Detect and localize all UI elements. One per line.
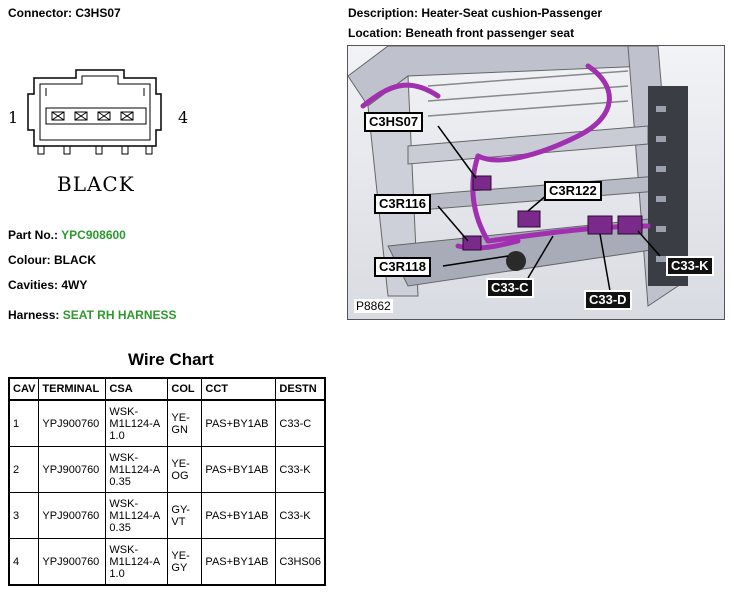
cell-col: YE-GY — [168, 539, 202, 586]
seat-frame-illustration — [348, 46, 724, 319]
location-value: Beneath front passenger seat — [405, 26, 575, 40]
colour-value: BLACK — [54, 253, 96, 267]
harness-label: Harness: — [8, 308, 60, 322]
table-row — [9, 493, 325, 539]
connector-label: Connector: — [8, 6, 72, 20]
wire-chart-header-row — [9, 378, 325, 400]
callout-c3r122: C3R122 — [544, 181, 602, 201]
cell-csa: WSK-M1L124-A 1.0 — [106, 539, 168, 586]
cell-cct: PAS+BY1AB — [202, 539, 276, 586]
cell-terminal: YPJ900760 — [39, 539, 106, 586]
wire-chart-title: Wire Chart — [128, 350, 214, 369]
pin-label-right: 4 — [178, 108, 189, 127]
connector-heading — [8, 6, 121, 20]
description-label: Description: — [348, 6, 419, 20]
callout-c3hs07: C3HS07 — [364, 112, 423, 132]
table-row — [9, 447, 325, 493]
pin-label-left: 1 — [8, 108, 19, 127]
connector-value: C3HS07 — [75, 6, 121, 20]
cell-csa: WSK-M1L124-A 0.35 — [106, 447, 168, 493]
cell-col: YE-GN — [168, 400, 202, 447]
cavities-label: Cavities: — [8, 278, 59, 292]
cell-csa: WSK-M1L124-A 0.35 — [106, 493, 168, 539]
header-csa: CSA — [106, 378, 168, 400]
callout-c33-k: C33-K — [666, 256, 714, 276]
callout-c3r118: C3R118 — [374, 257, 431, 277]
cell-destn: C33-K — [276, 493, 325, 539]
cell-col: YE-OG — [168, 447, 202, 493]
header-cav: CAV — [9, 378, 39, 400]
cell-destn: C33-C — [276, 400, 325, 447]
part-no-label: Part No.: — [8, 228, 59, 242]
location-photo — [347, 45, 725, 320]
cavities-value: 4WY — [61, 278, 88, 292]
wire-chart-table — [8, 377, 326, 586]
cell-cct: PAS+BY1AB — [202, 447, 276, 493]
cell-terminal: YPJ900760 — [39, 400, 106, 447]
header-cct: CCT — [202, 378, 276, 400]
cell-col: GY-VT — [168, 493, 202, 539]
header-col: COL — [168, 378, 202, 400]
table-row — [9, 539, 325, 586]
connector-color-text: BLACK — [57, 172, 135, 196]
harness-value[interactable]: SEAT RH HARNESS — [62, 308, 177, 322]
cell-cav: 2 — [9, 447, 39, 493]
callout-c33-d: C33-D — [584, 290, 632, 310]
cell-cav: 3 — [9, 493, 39, 539]
connector-diagram — [6, 60, 206, 200]
cell-cav: 1 — [9, 400, 39, 447]
callout-c3r116: C3R116 — [374, 194, 431, 214]
table-row — [9, 400, 325, 447]
cell-cav: 4 — [9, 539, 39, 586]
part-no-row — [8, 228, 126, 242]
cell-destn: C33-K — [276, 447, 325, 493]
colour-label: Colour: — [8, 253, 51, 267]
cell-csa: WSK-M1L124-A 1.0 — [106, 400, 168, 447]
part-no-value[interactable]: YPC908600 — [61, 228, 126, 242]
cell-terminal: YPJ900760 — [39, 493, 106, 539]
photo-code: P8862 — [356, 299, 391, 313]
header-destn: DESTN — [276, 378, 325, 400]
description-value: Heater-Seat cushion-Passenger — [421, 6, 603, 20]
colour-row — [8, 253, 96, 267]
harness-row — [8, 308, 177, 322]
callout-c33-c: C33-C — [486, 278, 534, 298]
location-heading — [348, 26, 574, 40]
cell-terminal: YPJ900760 — [39, 447, 106, 493]
location-label: Location: — [348, 26, 402, 40]
cell-cct: PAS+BY1AB — [202, 493, 276, 539]
cell-cct: PAS+BY1AB — [202, 400, 276, 447]
header-terminal: TERMINAL — [39, 378, 106, 400]
description-heading — [348, 6, 602, 20]
cell-destn: C3HS06 — [276, 539, 325, 586]
cavities-row — [8, 278, 87, 292]
